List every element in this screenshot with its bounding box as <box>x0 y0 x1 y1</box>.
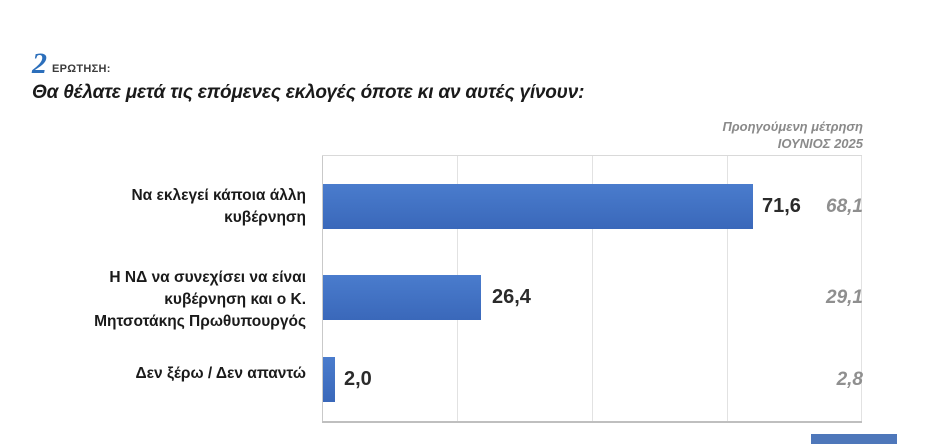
previous-value-0: 68,1 <box>826 196 863 217</box>
previous-measurement-note <box>722 118 863 152</box>
previous-value-1: 29,1 <box>826 287 863 308</box>
bar-value-2: 2,0 <box>344 368 372 390</box>
table-row <box>0 351 925 411</box>
table-row <box>0 259 925 333</box>
bar-value-1: 26,4 <box>492 286 531 308</box>
previous-measurement-line2: ΙΟΥΝΙΟΣ 2025 <box>777 136 863 151</box>
bar-value-0: 71,6 <box>762 195 801 217</box>
question-number: 2 <box>32 47 46 80</box>
category-label-2: Δεν ξέρω / Δεν απαντώ <box>135 365 306 382</box>
category-label-0: Να εκλεγεί κάποια άλλη κυβέρνηση <box>131 187 306 226</box>
bar-1 <box>323 275 481 320</box>
previous-measurement-line1: Προηγούμενη μέτρηση <box>722 119 863 134</box>
footer-logo <box>811 434 897 444</box>
page-title: Θα θέλατε μετά τις επόμενες εκλογές όποτε κι αν αυτές γίνουν: <box>32 82 585 103</box>
bar-0 <box>323 184 753 229</box>
question-label: ΕΡΩΤΗΣΗ: <box>52 63 111 75</box>
category-label-1: Η ΝΔ να συνεχίσει να είναι κυβέρνηση και ο Κ. Μητσοτάκης Πρωθυπουργός <box>94 269 306 330</box>
bar-chart <box>0 155 925 425</box>
table-row <box>0 173 925 239</box>
bar-2 <box>323 357 335 402</box>
question-header <box>32 47 111 80</box>
previous-value-2: 2,8 <box>836 369 863 390</box>
